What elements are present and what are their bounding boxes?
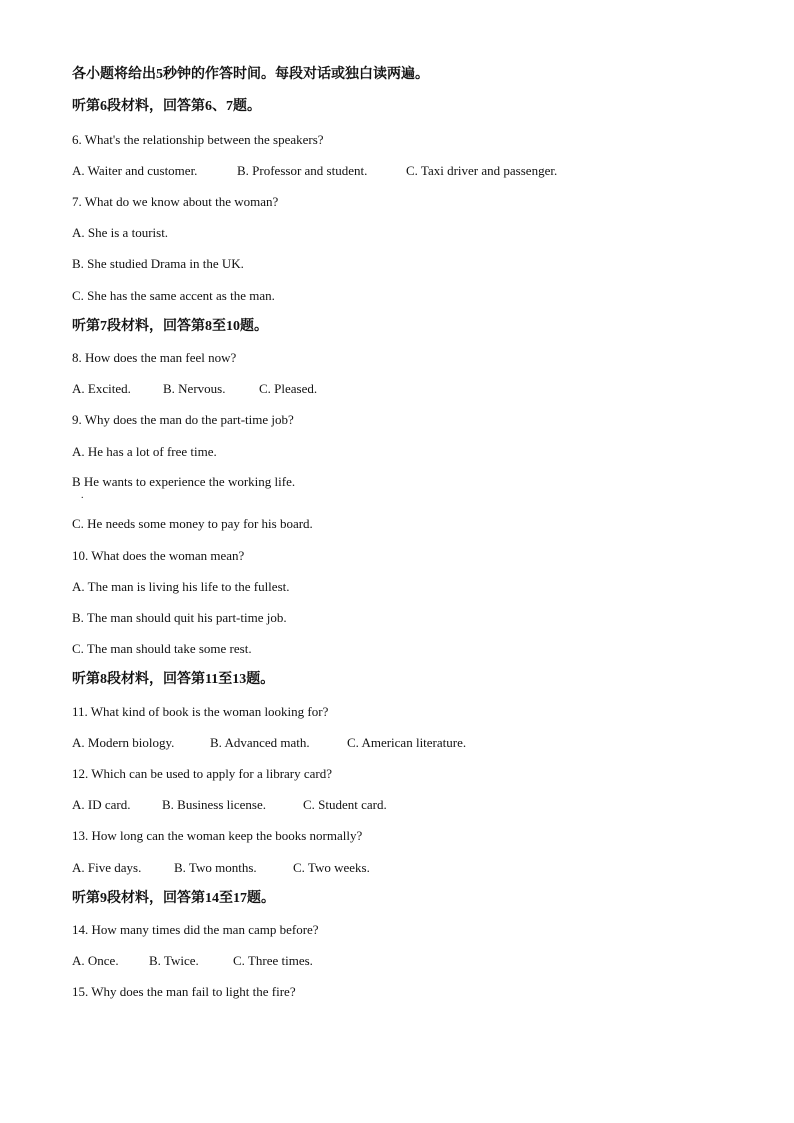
option-13c: C. Two weeks. xyxy=(293,860,370,875)
question-15: 15. Why does the man fail to light the fire? xyxy=(72,984,296,999)
section-7-title: 听第7段材料，回答第8至10题。 xyxy=(72,319,268,334)
question-11-options xyxy=(72,735,466,751)
question-8: 8. How does the man feel now? xyxy=(72,350,237,365)
option-11b: B. Advanced math. xyxy=(210,735,310,750)
option-6c: C. Taxi driver and passenger. xyxy=(406,163,558,178)
option-6a: A. Waiter and customer. xyxy=(72,163,198,178)
option-10c: C. The man should take some rest. xyxy=(72,641,252,656)
option-10a: A. The man is living his life to the fullest. xyxy=(72,579,290,594)
option-6b: B. Professor and student. xyxy=(237,163,368,178)
option-14b: B. Twice. xyxy=(149,953,199,968)
question-12: 12. Which can be used to apply for a library card? xyxy=(72,766,333,781)
option-7c: C. She has the same accent as the man. xyxy=(72,288,275,303)
option-14c: C. Three times. xyxy=(233,953,313,968)
question-14-options xyxy=(72,953,313,969)
question-8-options xyxy=(72,381,317,397)
option-9c: C. He needs some money to pay for his board. xyxy=(72,516,313,531)
question-6-options xyxy=(72,163,557,179)
option-9b: B He wants to experience the working life. xyxy=(72,474,296,489)
option-8c: C. Pleased. xyxy=(259,381,318,396)
question-10: 10. What does the woman mean? xyxy=(72,548,245,563)
question-13: 13. How long can the woman keep the books normally? xyxy=(72,828,363,843)
option-13b: B. Two months. xyxy=(174,860,257,875)
option-12b: B. Business license. xyxy=(162,797,266,812)
option-11c: C. American literature. xyxy=(347,735,467,750)
option-11a: A. Modern biology. xyxy=(72,735,175,750)
question-11: 11. What kind of book is the woman looking for? xyxy=(72,704,329,719)
question-14: 14. How many times did the man camp before? xyxy=(72,922,319,937)
stray-dot: . xyxy=(81,490,84,501)
option-10b: B. The man should quit his part-time job. xyxy=(72,610,287,625)
option-7b: B. She studied Drama in the UK. xyxy=(72,256,244,271)
section-6-title: 听第6段材料，回答第6、7题。 xyxy=(72,99,261,114)
question-12-options xyxy=(72,797,387,813)
question-6: 6. What's the relationship between the speakers? xyxy=(72,132,324,147)
section-8-title: 听第8段材料，回答第11至13题。 xyxy=(72,672,275,687)
option-8a: A. Excited. xyxy=(72,381,131,396)
option-8b: B. Nervous. xyxy=(163,381,226,396)
option-12a: A. ID card. xyxy=(72,797,131,812)
question-9: 9. Why does the man do the part-time job? xyxy=(72,412,294,427)
instruction-text: 各小题将给出5秒钟的作答时间。每段对话或独白读两遍。 xyxy=(72,67,429,82)
question-7: 7. What do we know about the woman? xyxy=(72,194,279,209)
section-9-title: 听第9段材料，回答第14至17题。 xyxy=(72,891,275,906)
option-14a: A. Once. xyxy=(72,953,119,968)
question-13-options xyxy=(72,860,370,876)
option-7a: A. She is a tourist. xyxy=(72,225,169,240)
option-9a: A. He has a lot of free time. xyxy=(72,444,217,459)
option-12c: C. Student card. xyxy=(303,797,387,812)
option-13a: A. Five days. xyxy=(72,860,142,875)
